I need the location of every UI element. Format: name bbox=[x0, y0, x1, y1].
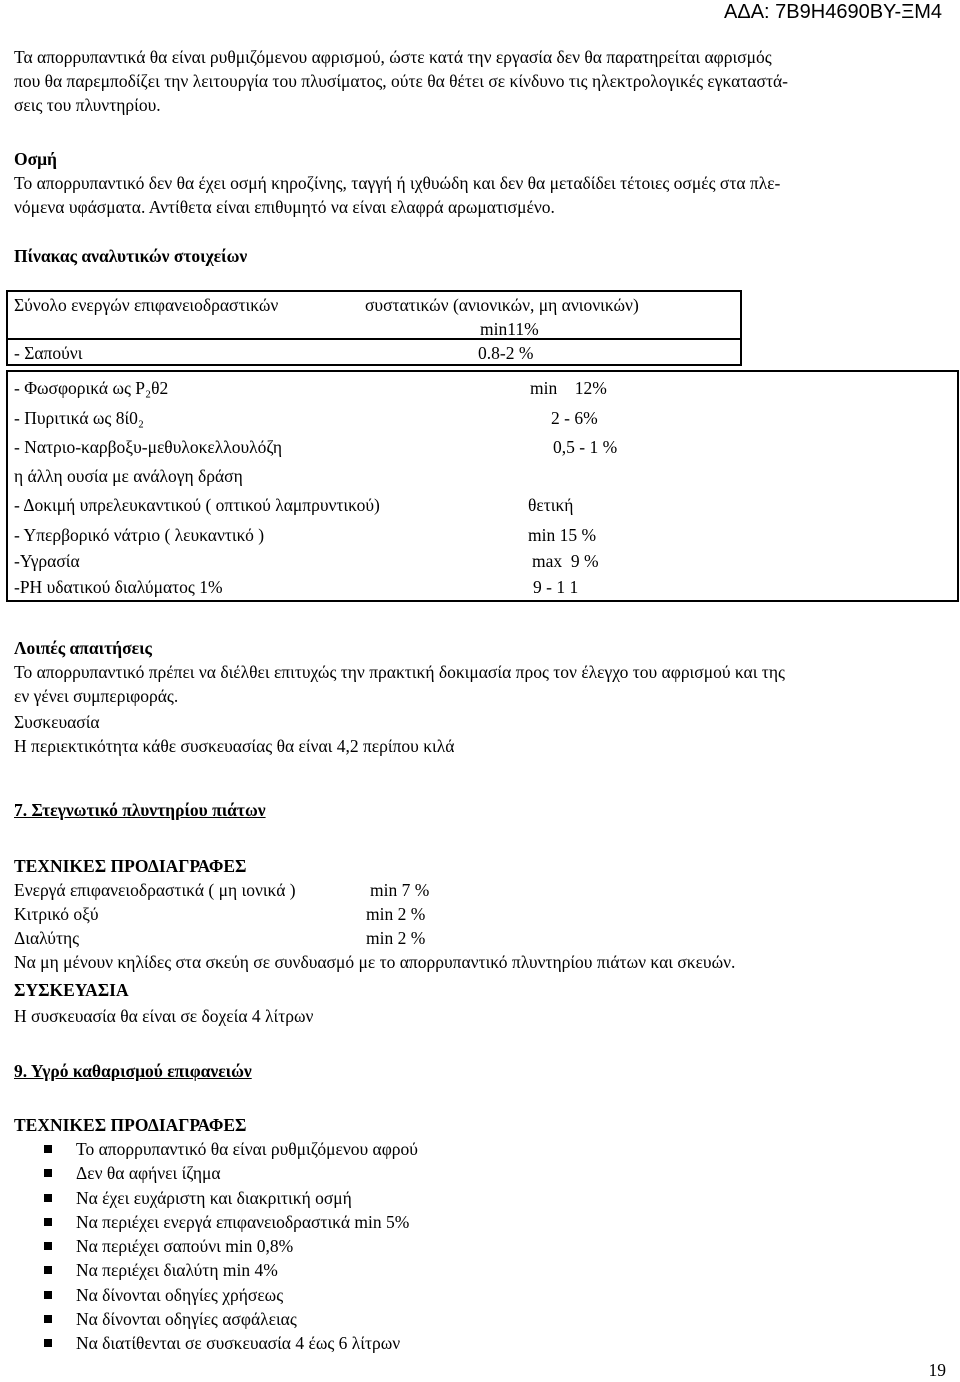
spec-label: Κιτρικό οξύ bbox=[14, 904, 99, 924]
text-line: σεις του πλυντηρίου. bbox=[14, 95, 161, 115]
table-row-label: - Πυριτικά ως 8ί0₂ bbox=[14, 408, 145, 428]
soap-value: 0.8-2 % bbox=[478, 343, 534, 363]
square-bullet-icon bbox=[44, 1291, 52, 1299]
text-line: Το απορρυπαντικό πρέπει να διέλθει επιτυχώς την πρακτική δοκιμασία προς τον έλεγχο του αφρισμού και της bbox=[14, 662, 785, 682]
analysis-heading: Πίνακας αναλυτικών στοιχείων bbox=[14, 246, 248, 266]
odor-heading: Οσμή bbox=[14, 149, 57, 169]
list-item-text: Να περιέχει σαπούνι min 0,8% bbox=[76, 1236, 294, 1257]
odor-section bbox=[14, 147, 944, 219]
text-line: Τα απορρυπαντικά θα είναι ρυθμιζόμενου αφρισμού, ώστε κατά την εργασία δεν θα παρατηρείται αφρισμός bbox=[14, 47, 772, 67]
square-bullet-icon bbox=[44, 1315, 52, 1323]
section-7-title: 7. Στεγνωτικό πλυντηρίου πιάτων bbox=[14, 800, 266, 820]
square-bullet-icon bbox=[44, 1242, 52, 1250]
table-row-value: 0,5 - 1 % bbox=[553, 437, 618, 457]
analysis-box-soap bbox=[6, 338, 742, 366]
note-text: Να μη μένουν κηλίδες στα σκεύη σε συνδυασμό με το απορρυπαντικό πλυντηρίου πιάτων και σκευών. bbox=[14, 952, 736, 972]
table-row-label: - Νατριο-καρβοξυ-μεθυλοκελλουλόζη bbox=[14, 437, 283, 457]
spec-value: min 2 % bbox=[366, 904, 426, 924]
square-bullet-icon bbox=[44, 1218, 52, 1226]
page-number: 19 bbox=[928, 1360, 946, 1380]
table-row-value: 9 - 1 1 bbox=[533, 577, 579, 597]
table-row-label: η άλλη ουσία με ανάλογη δράση bbox=[14, 466, 243, 486]
packaging-text: Η συσκευασία θα είναι σε δοχεία 4 λίτρων bbox=[14, 1006, 314, 1026]
soap-label: - Σαπούνι bbox=[14, 343, 83, 363]
spec-row bbox=[14, 878, 944, 902]
table-row-value: θετική bbox=[528, 495, 574, 515]
table-row-label: -Υγρασία bbox=[14, 551, 80, 571]
total-value: min11% bbox=[480, 319, 539, 339]
square-bullet-icon bbox=[44, 1339, 52, 1347]
total-label: Σύνολο ενεργών επιφανειοδραστικών bbox=[14, 295, 279, 315]
list-item-text: Να περιέχει ενεργά επιφανειοδραστικά min 5% bbox=[76, 1211, 410, 1232]
text-line: Το απορρυπαντικό δεν θα έχει οσμή κηροζίνης, ταγγή ή ιχθυώδη και δεν θα μεταδίδει τέτοιες οσμές στα πλε- bbox=[14, 173, 781, 193]
table-row-value: min 15 % bbox=[528, 525, 597, 545]
spec-value: min 7 % bbox=[370, 880, 430, 900]
list-item-text: Το απορρυπαντικό θα είναι ρυθμιζόμενου αφρού bbox=[76, 1139, 418, 1159]
list-item-text: Να δίνονται οδηγίες χρήσεως bbox=[76, 1284, 284, 1305]
list-item-text: Να περιέχει διαλύτη min 4% bbox=[76, 1260, 278, 1281]
total-components: συστατικών (ανιονικών, μη ανιονικών) bbox=[365, 295, 639, 315]
spec-label: Ενεργά επιφανειοδραστικά ( μη ιονικά ) bbox=[14, 880, 296, 900]
square-bullet-icon bbox=[44, 1169, 52, 1177]
section-9-title: 9. Υγρό καθαρισμού επιφανειών bbox=[14, 1061, 252, 1081]
table-row-value: min 12% bbox=[530, 378, 607, 398]
table-row-label: -PH υδατικού διαλύματος 1% bbox=[14, 577, 223, 597]
intro-paragraph bbox=[14, 45, 944, 117]
section-7-specs bbox=[14, 854, 944, 1028]
other-heading: Λοιπές απαιτήσεις bbox=[14, 638, 152, 658]
spec-row bbox=[14, 902, 944, 926]
other-requirements bbox=[14, 636, 944, 758]
list-item-text: Να δίνονται οδηγίες ασφάλειας bbox=[76, 1309, 297, 1330]
packaging-text: Η περιεκτικότητα κάθε συσκευασίας θα είναι 4,2 περίπου κιλά bbox=[14, 736, 455, 756]
table-row-label: - Φωσφορικά ως P₂θ2 bbox=[14, 378, 169, 398]
table-row-value: max 9 % bbox=[532, 551, 599, 571]
analysis-table bbox=[6, 370, 959, 602]
packaging-label: Συσκευασία bbox=[14, 712, 100, 732]
spec-label: Διαλύτης bbox=[14, 928, 80, 948]
list-item-text: Να έχει ευχάριστη και διακριτική οσμή bbox=[76, 1187, 352, 1208]
square-bullet-icon bbox=[44, 1145, 52, 1153]
table-row-label: - Δοκιμή υπρελευκαντικού ( οπτικού λαμπρυντικού) bbox=[14, 495, 380, 515]
list-item-text: Να διατίθενται σε συσκευασία 4 έως 6 λίτρων bbox=[76, 1333, 401, 1354]
table-row-label: - Υπερβορικό νάτριο ( λευκαντικό ) bbox=[14, 525, 265, 545]
table-row-value: 2 - 6% bbox=[551, 408, 598, 428]
ada-code: ΑΔΑ: 7Β9Η4690ΒΥ-ΞΜ4 bbox=[724, 1, 942, 23]
spec-heading: ΤΕΧΝΙΚΕΣ ΠΡΟΔΙΑΓΡΑΦΕΣ bbox=[14, 856, 247, 876]
spec-heading: ΤΕΧΝΙΚΕΣ ΠΡΟΔΙΑΓΡΑΦΕΣ bbox=[14, 1115, 247, 1135]
text-line: εν γένει συμπεριφοράς. bbox=[14, 686, 179, 706]
spec-value: min 2 % bbox=[366, 928, 426, 948]
square-bullet-icon bbox=[44, 1194, 52, 1202]
list-item-text: Δεν θα αφήνει ίζημα bbox=[76, 1163, 221, 1184]
spec-row bbox=[14, 926, 944, 950]
packaging-heading: ΣΥΣΚΕΥΑΣΙΑ bbox=[14, 980, 129, 1000]
text-line: νόμενα υφάσματα. Αντίθετα είναι επιθυμητό να είναι ελαφρά αρωματισμένο. bbox=[14, 197, 555, 217]
text-line: που θα παρεμποδίζει την λειτουργία του πλυσίματος, ούτε θα θέτει σε κίνδυνο τις ηλεκτρολογικές εγκαταστά- bbox=[14, 71, 788, 91]
square-bullet-icon bbox=[44, 1266, 52, 1274]
analysis-box-total bbox=[6, 290, 742, 340]
